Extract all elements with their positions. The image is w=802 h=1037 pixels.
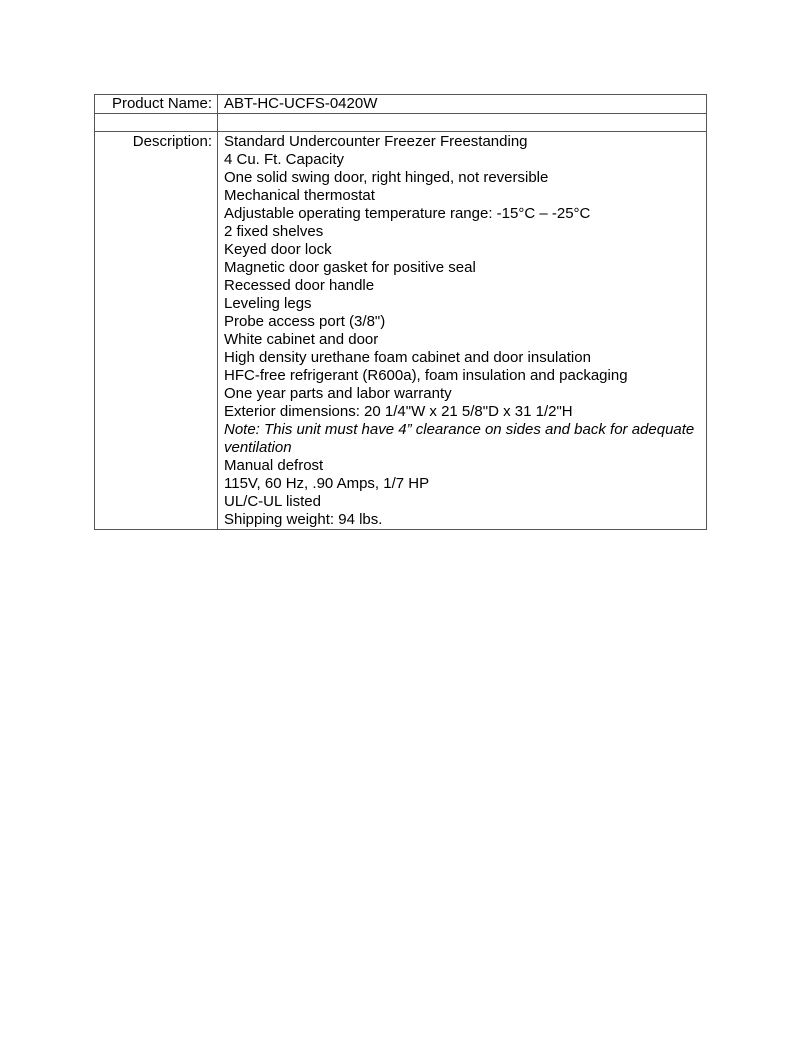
description-line: Keyed door lock [224,241,332,258]
description-label: Description: [95,132,218,530]
product-name-value: ABT-HC-UCFS-0420W [218,95,707,114]
description-line: Standard Undercounter Freezer Freestanding [224,133,528,150]
spacer-value-cell [218,114,707,132]
description-line: HFC-free refrigerant (R600a), foam insulation and packaging [224,367,628,384]
spacer-label-cell [95,114,218,132]
product-spec-table [94,94,707,530]
spacer-row [95,114,707,132]
description-line: Recessed door handle [224,277,375,294]
description-line: 4 Cu. Ft. Capacity [224,151,345,168]
description-line: Mechanical thermostat [224,187,375,204]
description-line: One year parts and labor warranty [224,385,452,402]
description-line: UL/C-UL listed [224,493,321,510]
description-line: Adjustable operating temperature range: -15°C – -25°C [224,205,591,222]
description-line: Probe access port (3/8") [224,313,386,330]
description-line: White cabinet and door [224,331,379,348]
description-line: Manual defrost [224,457,324,474]
description-line: Magnetic door gasket for positive seal [224,259,476,276]
product-name-row [95,95,707,114]
description-line: Leveling legs [224,295,312,312]
description-value [218,132,707,530]
product-name-label: Product Name: [95,95,218,114]
description-line: One solid swing door, right hinged, not reversible [224,169,549,186]
description-line: High density urethane foam cabinet and door insulation [224,349,591,366]
description-line: Shipping weight: 94 lbs. [224,511,383,528]
description-line: 2 fixed shelves [224,223,324,240]
ventilation-note: Note: This unit must have 4” clearance on sides and back for adequate ventilation [224,421,695,456]
description-row [95,132,707,530]
description-line: 115V, 60 Hz, .90 Amps, 1/7 HP [224,475,430,492]
description-line: Exterior dimensions: 20 1/4"W x 21 5/8"D x 31 1/2"H [224,403,573,420]
